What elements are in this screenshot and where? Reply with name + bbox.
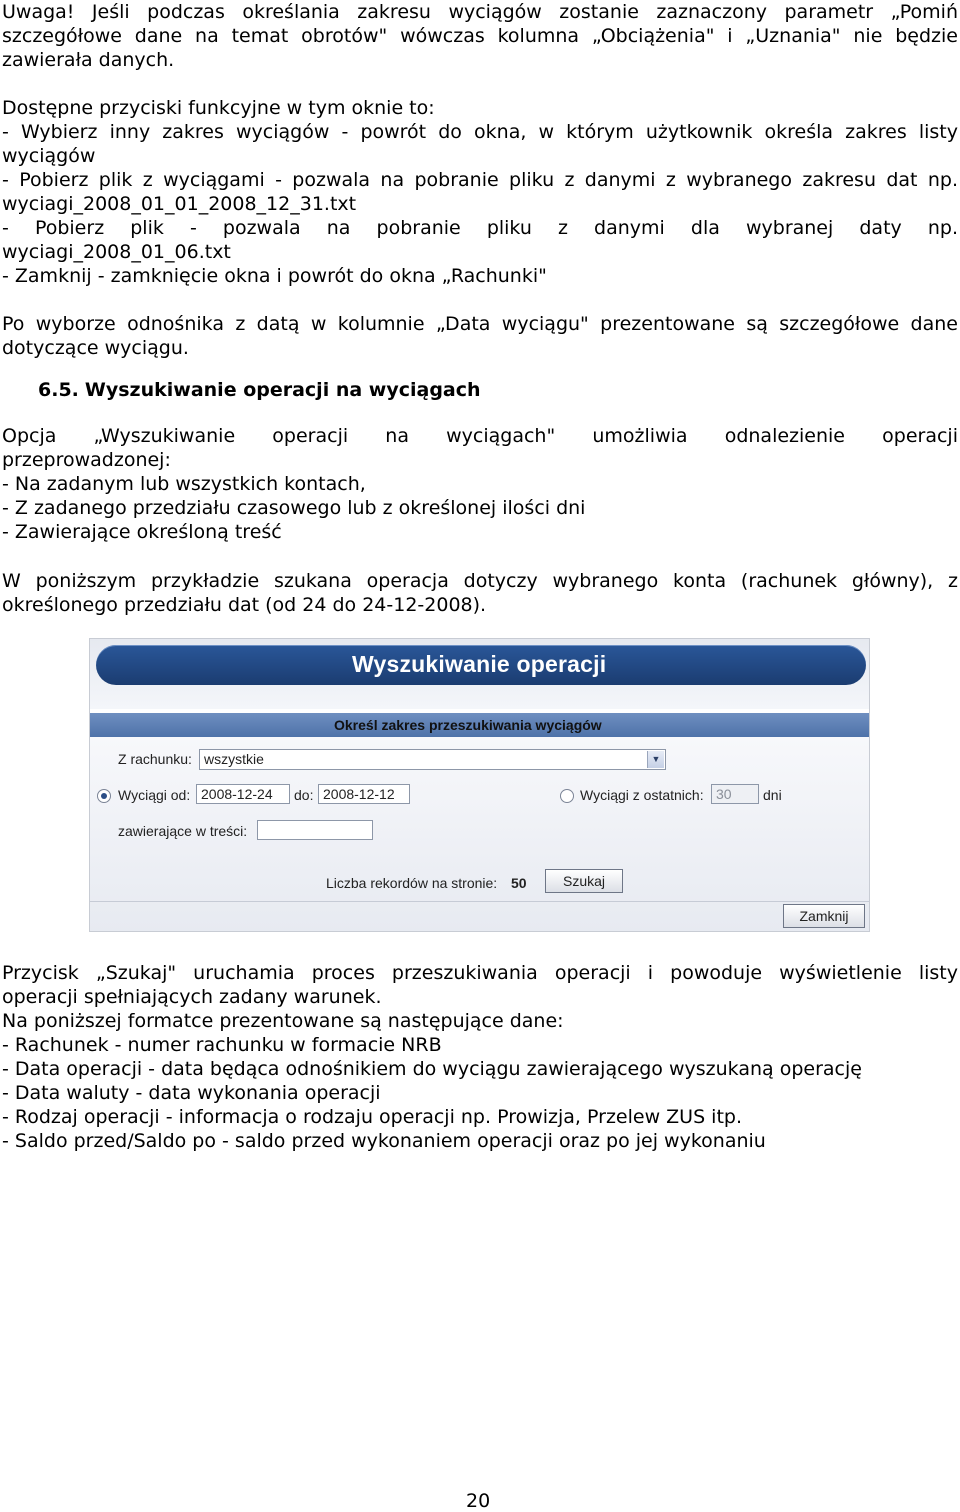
last-days-radio[interactable] [560,789,574,803]
search-button[interactable]: Szukaj [545,869,623,893]
buttons-line: wyciągów [2,145,96,167]
range-section-bar [90,713,869,737]
account-select[interactable] [199,749,666,770]
buttons-line: - Wybierz inny zakres wyciągów - powrót do okna, w którym użytkownik określa zakres listy [2,121,958,143]
close-button[interactable]: Zamknij [783,904,865,928]
date-from-input[interactable]: 2008-12-24 [196,784,290,804]
after-line: - Saldo przed/Saldo po - saldo przed wykonaniem operacji oraz po jej wykonaniu [2,1130,766,1152]
records-value: 50 [511,875,527,891]
section-title: Wyszukiwanie operacji na wyciągach [84,379,481,401]
account-label: Z rachunku: [118,751,192,767]
option-line: przeprowadzonej: [2,449,171,471]
last-days-input[interactable]: 30 [711,784,759,804]
panel-header [90,639,869,709]
buttons-line: - Pobierz plik z wyciągami - pozwala na pobranie pliku z danymi z wybranego zakresu dat np. [2,169,958,191]
after-line: - Data operacji - data będąca odnośnikiem do wyciągu zawierającego wyszukaną operację [2,1058,862,1080]
panel-title: Wyszukiwanie operacji [352,651,607,677]
last-days-label: Wyciągi z ostatnich: [580,787,704,803]
buttons-line: - Pobierz plik - pozwala na pobranie pliku z danymi dla wybranej daty np. [2,217,958,239]
records-label: Liczba rekordów na stronie: [326,875,498,891]
after-line: - Rachunek - numer rachunku w formacie NRB [2,1034,442,1056]
section-number: 6.5. [38,379,79,401]
section-heading [38,379,481,401]
date-from-label: Wyciągi od: [118,787,191,803]
intro-line: zawierała danych. [2,49,175,71]
buttons-line: - Zamknij - zamknięcie okna i powrót do okna „Rachunki" [2,265,547,287]
option-line: - Zawierające określoną treść [2,521,282,543]
page-number: 20 [466,1490,491,1512]
content-label: zawierające w treści: [118,823,248,839]
after-line: - Rodzaj operacji - informacja o rodzaju operacji np. Prowizja, Przelew ZUS itp. [2,1106,743,1128]
chevron-down-icon[interactable]: ▼ [647,751,664,768]
after-line: Na poniższej formatce prezentowane są następujące dane: [2,1010,564,1032]
details-line: Po wyborze odnośnika z datą w kolumnie „Data wyciągu" prezentowane są szczegółowe dane [2,313,958,335]
range-section-title: Określ zakres przeszukiwania wyciągów [334,717,602,733]
intro-line: szczegółowe dane na temat obrotów" wówczas kolumna „Obciążenia" i „Uznania" nie będzie [2,25,958,47]
after-line: - Data waluty - data wykonania operacji [2,1082,381,1104]
example-line: określonego przedziału dat (od 24 do 24-12-2008). [2,594,487,616]
account-select-value: wszystkie [204,751,264,767]
example-line: W poniższym przykładzie szukana operacja dotyczy wybranego konta (rachunek główny), z [2,570,958,592]
option-line: - Na zadanym lub wszystkich kontach, [2,473,366,495]
buttons-line: wyciagi_2008_01_06.txt [2,241,231,263]
date-to-input[interactable]: 2008-12-12 [318,784,410,804]
panel-title-bar [96,645,866,685]
option-line: - Z zadanego przedziału czasowego lub z określonej ilości dni [2,497,586,519]
form-divider [90,901,869,902]
buttons-line: Dostępne przyciski funkcyjne w tym oknie to: [2,97,435,119]
buttons-line: wyciagi_2008_01_01_2008_12_31.txt [2,193,357,215]
date-to-label-text: do: [294,787,314,803]
option-line: Opcja „Wyszukiwanie operacji na wyciągach" umożliwia odnalezienie operacji [2,425,958,447]
details-line: dotyczące wyciągu. [2,337,189,359]
search-form [90,737,869,932]
days-unit-label: dni [763,787,782,803]
after-line: operacji spełniających zadany warunek. [2,986,382,1008]
search-operations-screenshot [89,638,870,932]
content-input[interactable] [257,820,373,840]
date-range-radio[interactable] [97,789,111,803]
intro-line: Uwaga! Jeśli podczas określania zakresu wyciągów zostanie zaznaczony parametr „Pomiń [2,1,958,23]
after-line: Przycisk „Szukaj" uruchamia proces przeszukiwania operacji i powoduje wyświetlenie listy [2,962,958,984]
